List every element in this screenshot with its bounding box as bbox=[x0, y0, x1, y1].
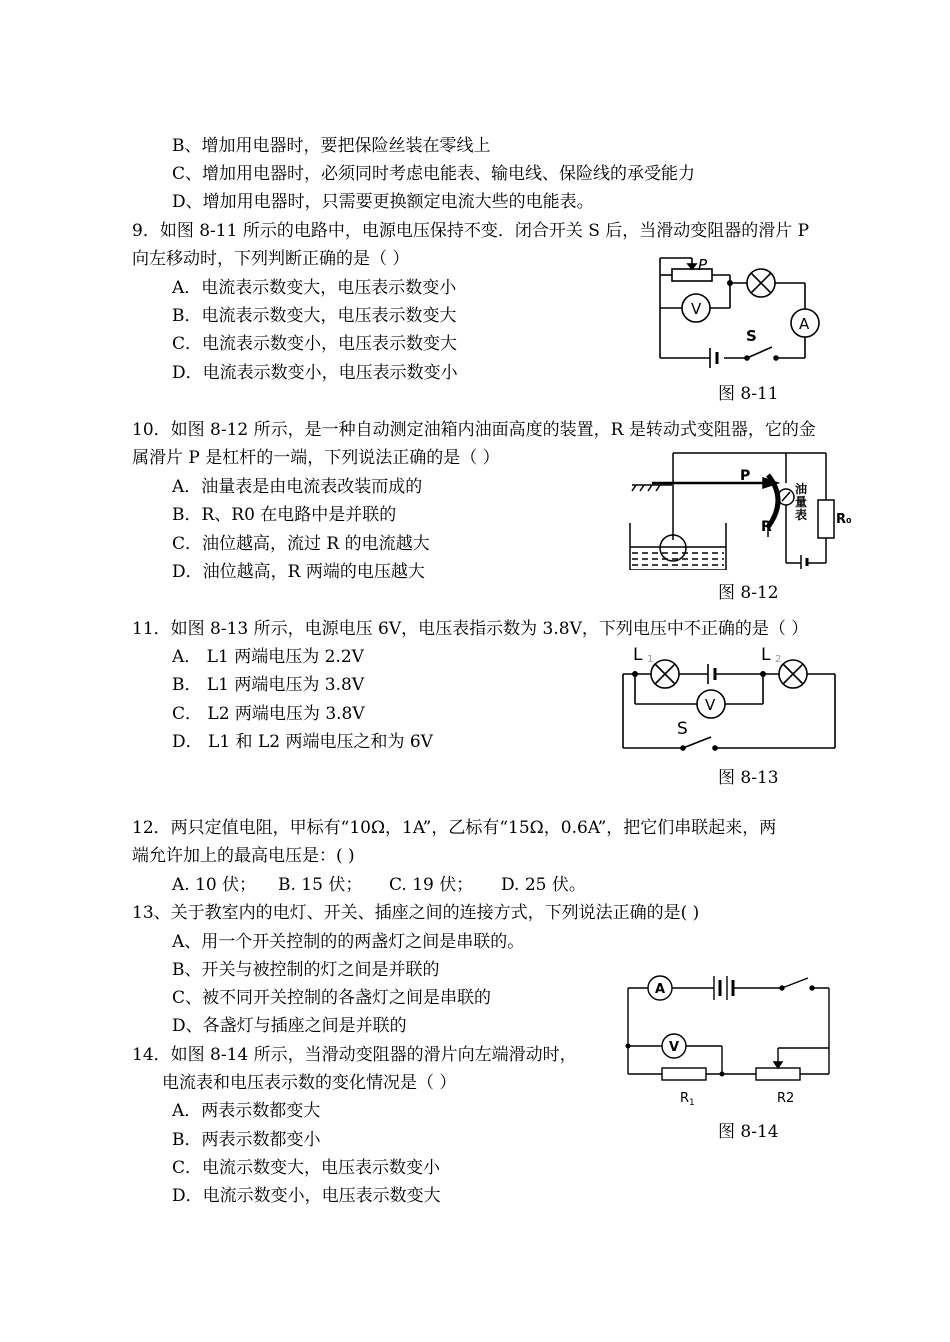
q13-stem: 13、关于教室内的电灯、开关、插座之间的连接方式，下列说法正确的是( ) bbox=[132, 903, 700, 923]
fig812-label-p: P bbox=[740, 468, 751, 484]
q11-stem: 11．如图 8-13 所示，电源电压 6V，电压表指示数为 3.8V，下列电压中不正确的是（ ） bbox=[132, 619, 809, 639]
q8-option-c: C、增加用电器时，必须同时考虑电能表、输电线、保险线的承受能力 bbox=[172, 164, 696, 184]
q9-option-d: D．电流表示数变小，电压表示数变小 bbox=[172, 363, 458, 383]
q11-option-c: C． L2 两端电压为 3.8V bbox=[172, 704, 365, 724]
q14-stem-line1: 14．如图 8-14 所示，当滑动变阻器的滑片向左端滑动时， bbox=[132, 1045, 577, 1065]
q11-option-a: A． L1 两端电压为 2.2V bbox=[172, 647, 364, 667]
q13-option-a: A、用一个开关控制的的两盏灯之间是串联的。 bbox=[172, 932, 525, 952]
figure-8-13-caption: 图 8-13 bbox=[718, 768, 779, 788]
q13-option-b: B、开关与被控制的灯之间是并联的 bbox=[172, 960, 440, 980]
fig813-label-l2: L bbox=[761, 645, 771, 665]
q12-option-d: D. 25 伏。 bbox=[501, 875, 586, 895]
q13-option-d: D、各盏灯与插座之间是并联的 bbox=[172, 1016, 407, 1036]
fig813-label-l2-sub: 2 bbox=[775, 654, 782, 665]
fig812-label-r: R bbox=[761, 519, 772, 535]
q9-stem-line1: 9．如图 8-11 所示的电路中，电源电压保持不变．闭合开关 S 后，当滑动变阻器的滑片 P bbox=[132, 221, 810, 241]
q10-option-c: C．油位越高，流过 R 的电流越大 bbox=[172, 534, 430, 554]
q14-option-a: A．两表示数都变大 bbox=[172, 1101, 321, 1121]
q9-option-b: B．电流表示数变大，电压表示数变大 bbox=[172, 306, 457, 326]
q9-option-a: A．电流表示数变大，电压表示数变小 bbox=[172, 278, 457, 298]
fig813-label-l1-sub: 1 bbox=[647, 654, 654, 665]
q10-option-a: A．油量表是由电流表改装而成的 bbox=[172, 477, 423, 497]
fig814-label-r1: R bbox=[680, 1091, 690, 1106]
fig814-label-v: V bbox=[669, 1040, 680, 1055]
q10-stem-line2: 属滑片 P 是杠杆的一端，下列说法正确的是（ ） bbox=[132, 448, 500, 468]
q11-option-d: D． L1 和 L2 两端电压之和为 6V bbox=[172, 732, 433, 752]
q13-option-c: C、被不同开关控制的各盏灯之间是串联的 bbox=[172, 988, 492, 1008]
fig811-label-a: A bbox=[799, 315, 810, 333]
q10-option-d: D．油位越高，R 两端的电压越大 bbox=[172, 562, 425, 582]
fig813-label-s: S bbox=[677, 719, 688, 739]
figure-8-14-caption: 图 8-14 bbox=[718, 1122, 779, 1142]
figure-8-12-oil-gauge bbox=[628, 445, 853, 570]
figure-8-11-circuit bbox=[650, 250, 840, 368]
figure-8-12-caption: 图 8-12 bbox=[718, 583, 779, 603]
q12-option-c: C. 19 伏； bbox=[389, 875, 474, 895]
q12-stem-line2: 端允许加上的最高电压是：( ) bbox=[132, 846, 355, 866]
q12-option-b: B. 15 伏； bbox=[278, 875, 363, 895]
q12-stem-line1: 12．两只定值电阻，甲标有“10Ω，1A”，乙标有“15Ω，0.6A”，把它们串联起来，两 bbox=[132, 818, 777, 838]
fig814-label-a: A bbox=[655, 982, 666, 997]
fig813-label-v: V bbox=[705, 696, 716, 714]
fig813-label-l1: L bbox=[633, 645, 643, 665]
q9-option-c: C．电流表示数变小，电压表示数变大 bbox=[172, 334, 458, 354]
q9-stem-line2: 向左移动时，下列判断正确的是（ ） bbox=[132, 249, 410, 269]
fig812-label-r0: R₀ bbox=[836, 512, 852, 527]
fig812-meter-char3: 表 bbox=[795, 508, 808, 522]
q14-option-b: B．两表示数都变小 bbox=[172, 1130, 321, 1150]
q12-option-a: A. 10 伏； bbox=[172, 875, 257, 895]
fig814-label-r2: R2 bbox=[777, 1091, 795, 1106]
q8-option-d: D、增加用电器时，只需要更换额定电流大些的电能表。 bbox=[172, 192, 594, 212]
q10-stem-line1: 10．如图 8-12 所示，是一种自动测定油箱内油面高度的装置，R 是转动式变阻器，它的金 bbox=[132, 420, 816, 440]
q11-option-b: B． L1 两端电压为 3.8V bbox=[172, 675, 365, 695]
q8-option-b: B、增加用电器时，要把保险丝装在零线上 bbox=[172, 136, 491, 156]
fig811-label-p: P bbox=[698, 256, 708, 274]
fig812-meter-char1: 油 bbox=[795, 482, 808, 496]
fig811-label-s: S bbox=[746, 327, 757, 345]
q14-stem-line2: 电流表和电压表示数的变化情况是（ ） bbox=[162, 1073, 457, 1093]
q10-option-b: B．R、R0 在电路中是并联的 bbox=[172, 505, 397, 525]
fig811-label-v: V bbox=[691, 300, 702, 318]
q14-option-d: D．电流示数变小，电压表示数变大 bbox=[172, 1186, 441, 1206]
fig814-label-r1-sub: 1 bbox=[689, 1098, 695, 1107]
figure-8-14-circuit bbox=[622, 962, 837, 1107]
figure-8-13-circuit bbox=[615, 642, 845, 754]
fig812-meter-char2: 量 bbox=[795, 495, 808, 509]
q14-option-c: C．电流示数变大，电压表示数变小 bbox=[172, 1158, 441, 1178]
figure-8-11-caption: 图 8-11 bbox=[718, 384, 779, 404]
